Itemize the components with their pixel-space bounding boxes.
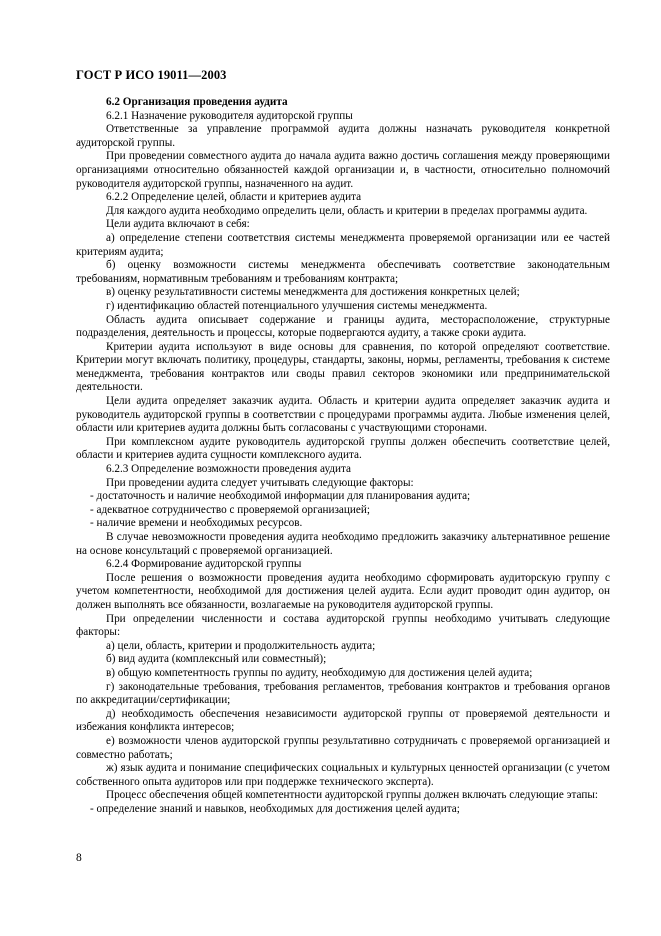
paragraph: При проведении совместного аудита до начала аудита важно достичь соглашения между проверяющими организациями относительно обязанностей каждой организации и, в частности, относительно полномочий руководителя аудиторской группы, назначенного на аудит. <box>76 150 610 190</box>
list-item: - определение знаний и навыков, необходимых для достижения целей аудита; <box>90 802 460 815</box>
section-heading: 6.2 Организация проведения аудита <box>106 96 288 108</box>
paragraph: Область аудита описывает содержание и границы аудита, месторасположение, структурные подразделения, деятельность и процессы, которые подвергаются аудиту, а также сроки аудита. <box>76 313 610 340</box>
document-body <box>76 96 610 816</box>
paragraph: Цели аудита определяет заказчик аудита. Область и критерии аудита определяет заказчик аудита и руководитель аудиторской группы в соответствии с процедурами программы аудита. Любые изменения целей, области или критериев аудита должны быть согласованы с участвующими сторонами. <box>76 395 610 435</box>
paragraph: При комплексном аудите руководитель аудиторской группы должен обеспечить соответствие целей, области и критериев аудита сущности комплексного аудита. <box>76 435 610 462</box>
paragraph: При проведении аудита следует учитывать следующие факторы: <box>106 476 414 489</box>
paragraph: а) определение степени соответствия системы менеджмента проверяемой организации или ее частей критериям аудита; <box>76 231 610 258</box>
paragraph: 6.2.1 Назначение руководителя аудиторской группы <box>106 109 353 122</box>
paragraph: а) цели, область, критерии и продолжительность аудита; <box>106 639 376 652</box>
paragraph: г) законодательные требования, требования регламентов, требования контрактов и требования органов по аккредитации/сертификации; <box>76 680 610 707</box>
paragraph: Для каждого аудита необходимо определить цели, область и критерии в пределах программы аудита. <box>106 204 588 217</box>
list-item: - адекватное сотрудничество с проверяемой организацией; <box>90 503 370 516</box>
paragraph: В случае невозможности проведения аудита необходимо предложить заказчику альтернативное решение на основе консультаций с проверяемой организацией. <box>76 531 610 557</box>
list-item: - наличие времени и необходимых ресурсов. <box>90 517 303 530</box>
paragraph: в) оценку результативности системы менеджмента для достижения конкретных целей; <box>106 286 520 299</box>
paragraph: После решения о возможности проведения аудита необходимо сформировать аудиторскую группу с учетом компетентности, необходимой для достижения целей аудита. Если аудит проводит один аудитор, он должен выполнять все обязанности, возлагаемые на руководителя аудиторской группы. <box>76 571 610 611</box>
paragraph: в) общую компетентность группы по аудиту, необходимую для достижения целей аудита; <box>106 666 533 679</box>
paragraph: Процесс обеспечения общей компетентности аудиторской группы должен включать следующие этапы: <box>106 789 598 802</box>
page-number: 8 <box>76 852 82 864</box>
list-item: - достаточность и наличие необходимой информации для планирования аудита; <box>90 490 471 503</box>
paragraph: е) возможности членов аудиторской группы результативно сотрудничать с проверяемой организацией и совместно работать; <box>76 734 610 761</box>
paragraph: г) идентификацию областей потенциального улучшения системы менеджмента. <box>106 299 488 312</box>
document-header: ГОСТ Р ИСО 19011—2003 <box>76 68 227 82</box>
paragraph: Критерии аудита используют в виде основы для сравнения, по которой определяют соответствие. Критерии могут включать политику, процедуры, стандарты, законы, нормы, регламенты, требования к системе менеджмента, требования контрактов или своды правил секторов экономики или предпринимательской деятельности. <box>76 340 610 394</box>
paragraph: Цели аудита включают в себя: <box>106 218 250 231</box>
paragraph: 6.2.4 Формирование аудиторской группы <box>106 558 302 571</box>
paragraph: б) оценку возможности системы менеджмента обеспечивать соответствие законодательным требованиям, нормативным требованиям и требованиям контракта; <box>76 259 610 285</box>
paragraph: Ответственные за управление программой аудита должны назначать руководителя конкретной аудиторской группы. <box>76 123 610 149</box>
paragraph: д) необходимость обеспечения независимости аудиторской группы от проверяемой деятельности и избежания конфликта интересов; <box>76 707 610 734</box>
paragraph: 6.2.2 Определение целей, области и критериев аудита <box>106 191 362 204</box>
paragraph: При определении численности и состава аудиторской группы необходимо учитывать следующие факторы: <box>76 612 610 639</box>
paragraph: 6.2.3 Определение возможности проведения аудита <box>106 463 352 476</box>
paragraph: ж) язык аудита и понимание специфических социальных и культурных ценностей организации (с учетом собственного опыта аудиторов или при поддержке технического эксперта). <box>76 762 610 788</box>
paragraph: б) вид аудита (комплексный или совместный); <box>106 653 327 666</box>
